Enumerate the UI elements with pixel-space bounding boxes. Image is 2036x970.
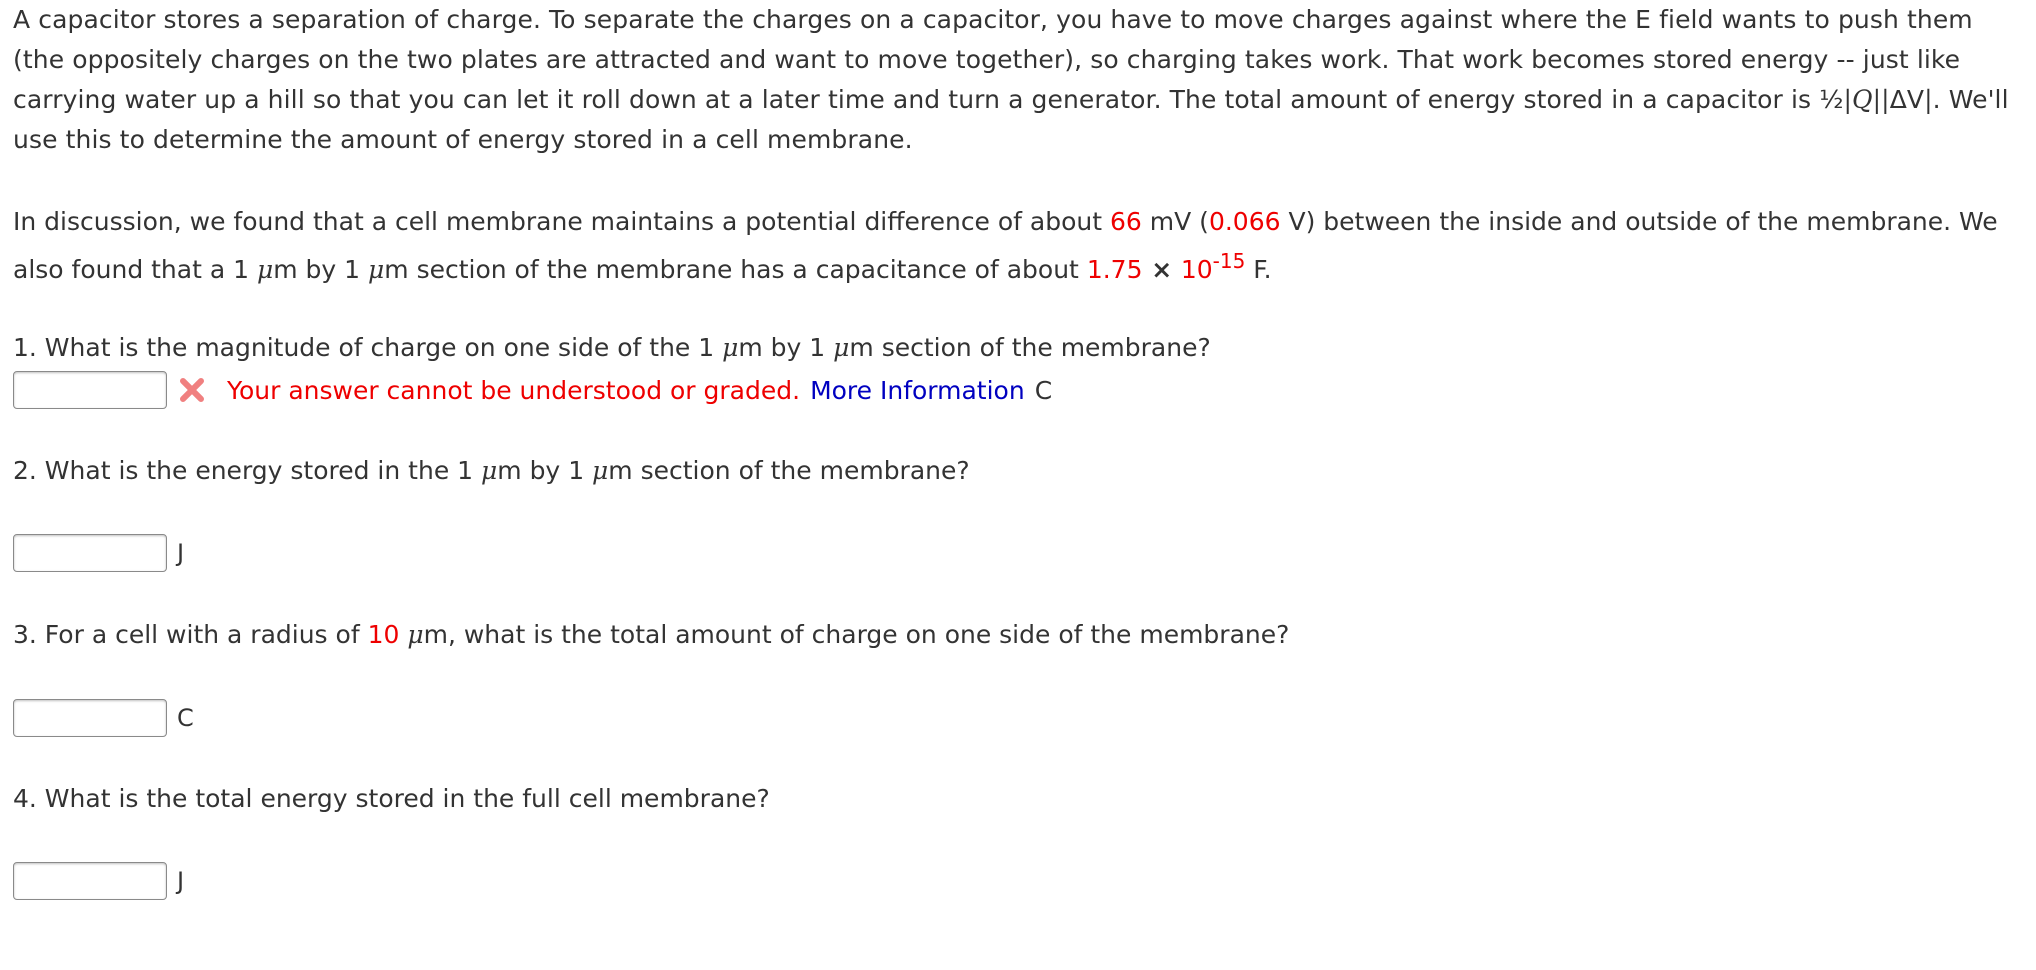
question-text: For a cell with a radius of (36, 620, 368, 649)
discussion-text: In discussion, we found that a cell membrane maintains a potential difference of about (13, 207, 1111, 236)
unit-label: C (1034, 375, 1053, 405)
answer-row-4 (13, 860, 184, 902)
mu-symbol: μ (256, 255, 274, 284)
mu-symbol: μ (368, 255, 385, 284)
number-one: 1 (344, 255, 361, 284)
question-number: 4. (13, 784, 37, 813)
mu-symbol: μ (833, 333, 850, 362)
formula-half: ½ (1819, 85, 1844, 114)
question-text: m, what is the total amount of charge on one side of the membrane? (423, 620, 1290, 649)
intro-text-end: . We'll use this to determine the amount of energy stored in a cell membrane. (13, 85, 2009, 154)
discussion-text: mV ( (1141, 207, 1209, 236)
unit-label: J (177, 867, 185, 895)
unit-label: C (177, 704, 194, 732)
mu-symbol: μ (592, 456, 609, 485)
intro-text: A capacitor stores a separation of charge. To separate the charges on a capacitor, you have to move charges against where the E field wants to push them (the oppositely charges on the two plates are attracted and want to move together), so charging takes work. That work becomes stored energy -- just like carrying water up a hill so that you can let it roll down at a later time and turn a generator. The total amount of energy stored in a capacitor is (13, 5, 1973, 114)
answer-row-3 (13, 697, 194, 739)
discussion-text: F. (1245, 255, 1272, 284)
radius-value: 10 (367, 620, 400, 649)
mu-symbol: μ (722, 333, 739, 362)
question-number: 3. (13, 620, 37, 649)
potential-mv-value: 66 (1110, 207, 1142, 236)
mu-symbol: μ (481, 456, 498, 485)
question-number: 1. (13, 333, 37, 362)
intro-paragraph (13, 0, 2023, 160)
error-message: Your answer cannot be understood or graded. (227, 375, 801, 405)
answer-row-1 (13, 369, 1052, 411)
formula-q: |Q|| (1843, 85, 1890, 114)
more-information-link[interactable]: More Information (810, 375, 1025, 405)
question-text: m by (738, 333, 810, 362)
capacitance-base: 10 (1180, 255, 1213, 284)
discussion-text: m section of the membrane has a capacitance of about (384, 255, 1087, 284)
formula-end: | (1924, 85, 1933, 114)
answer-input-1[interactable] (13, 371, 167, 409)
discussion-text: V) between the inside and outside of the membrane. We also found that a (13, 207, 1998, 284)
answer-input-4[interactable] (13, 862, 167, 900)
number-one: 1 (698, 333, 715, 362)
answer-row-2 (13, 532, 184, 574)
number-one: 1 (457, 456, 474, 485)
answer-input-2[interactable] (13, 534, 167, 572)
discussion-text: m by (273, 255, 345, 284)
question-text: What is the magnitude of charge on one side of the (36, 333, 699, 362)
question-text: m section of the membrane? (849, 333, 1211, 362)
number-one: 1 (568, 456, 585, 485)
times-sign: × (1142, 255, 1181, 284)
problem-page (13, 0, 2023, 895)
question-text: m by (497, 456, 569, 485)
discussion-paragraph (13, 198, 2023, 295)
capacitance-exponent: -15 (1212, 249, 1246, 273)
question-2 (13, 453, 2023, 489)
question-text: What is the total energy stored in the full cell membrane? (36, 784, 770, 813)
formula-delta: ΔV (1889, 85, 1925, 114)
question-3 (13, 617, 2023, 653)
close-x-icon (177, 375, 207, 405)
question-text: m section of the membrane? (608, 456, 970, 485)
mu-symbol: μ (407, 620, 424, 649)
capacitance-mantissa: 1.75 (1086, 255, 1143, 284)
answer-input-3[interactable] (13, 699, 167, 737)
number-one: 1 (233, 255, 250, 284)
number-one: 1 (809, 333, 826, 362)
potential-v-value: 0.066 (1208, 207, 1281, 236)
question-number: 2. (13, 456, 37, 485)
unit-label: J (177, 539, 185, 567)
question-text: What is the energy stored in the (36, 456, 458, 485)
question-4 (13, 781, 2023, 817)
question-1 (13, 330, 2023, 366)
